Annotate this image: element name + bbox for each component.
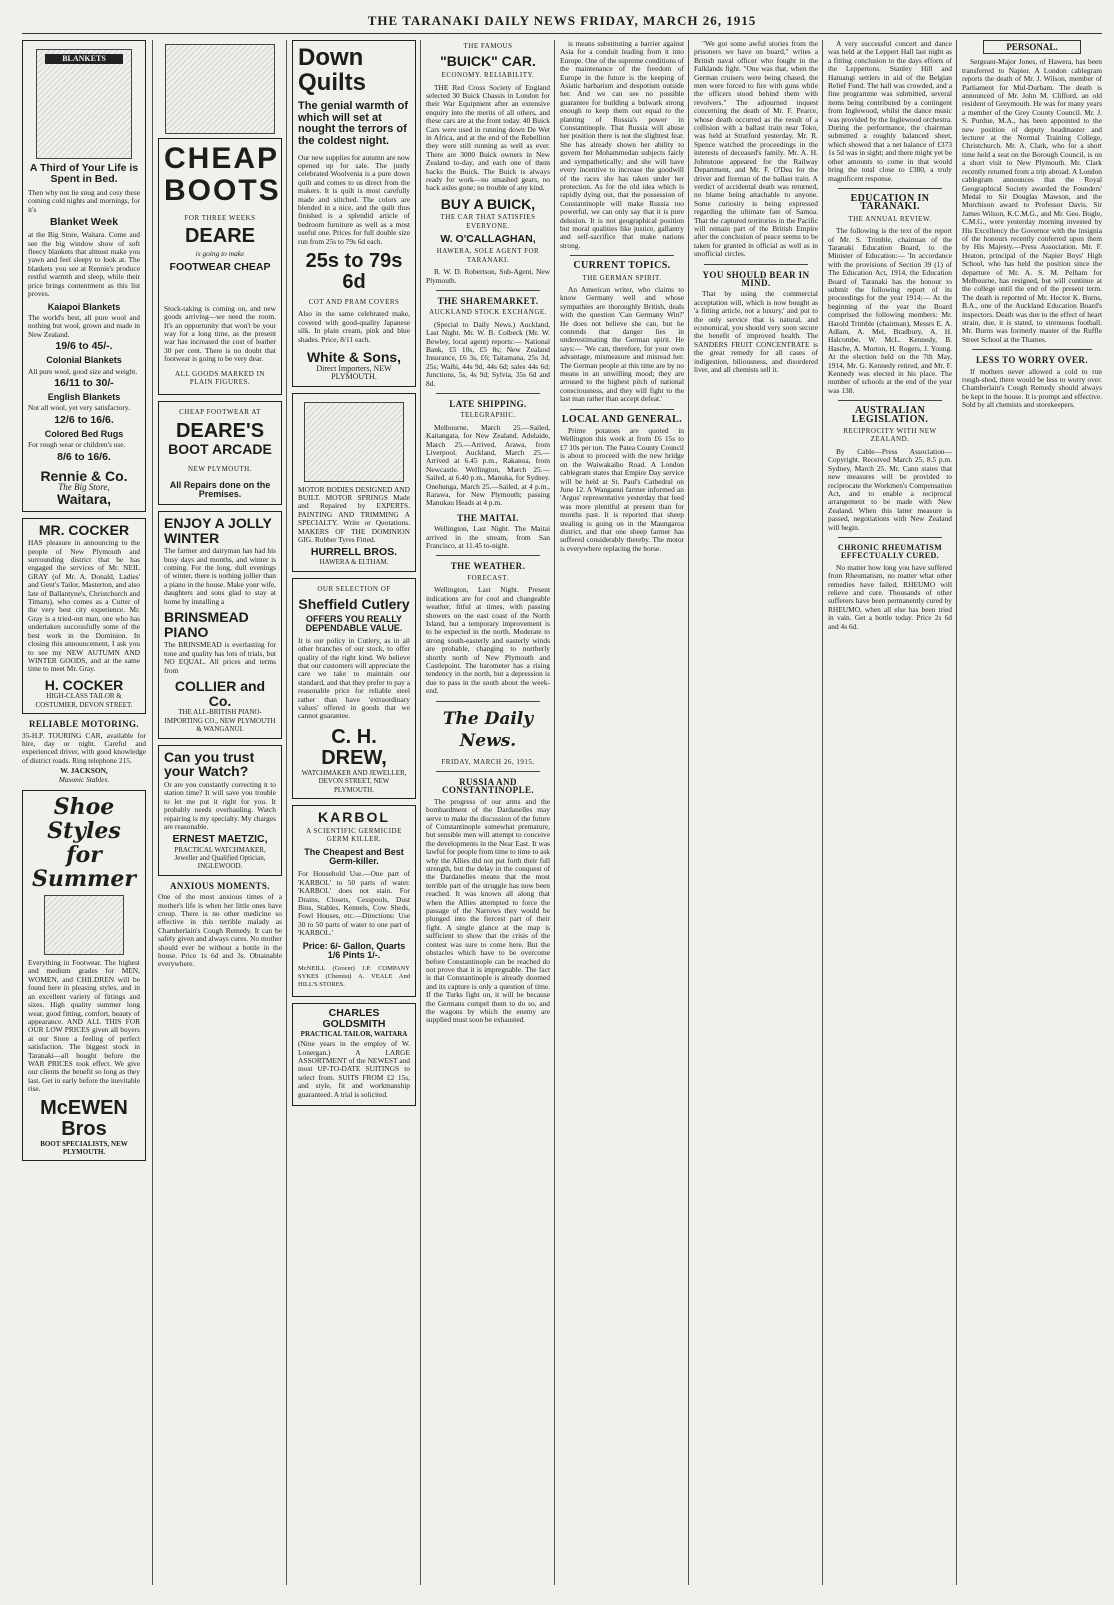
blanket-illustration [36,49,132,159]
weather-sub: FORECAST. [467,573,509,582]
cocker-name: H. COCKER [44,676,124,693]
enjoy-headline: ENJOY A JOLLY WINTER [164,514,272,546]
personal-headline: PERSONAL. [983,40,1081,54]
stock-body: Stock-taking is coming on, and new goods arriving—we need the room. It's an opportunity that won't be your way for a long time, as the present war has increased the cost of leather 30 per cent. There is no doubt that footwear is going to be very dear. [164,303,276,364]
karbol-ad [292,805,416,997]
column-1 [22,40,146,1585]
rennie-name: Rennie & Co. [40,467,128,484]
arcade-town: NEW PLYMOUTH. [187,464,252,473]
blanket-intro: Then why not lie snug and cosy these coming cold nights and mornings, for it's [28,188,140,214]
white-sub: Direct Importers, NEW PLYMOUTH. [316,363,392,382]
education-headline: EDUCATION IN TARANAKI. [850,192,930,213]
goldsmith-name: CHARLES GOLDSMITH [322,1006,386,1030]
weather-headline: THE WEATHER. [450,561,526,572]
column-8 [962,40,1102,1585]
column-5 [560,40,684,1585]
legislation-headline: AUSTRALIAN LEGISLATION. [851,405,929,425]
column-7 [828,40,952,1585]
column-rule [554,40,555,1585]
colored-price: 8/6 to 16/6. [57,450,111,463]
goldsmith-sub: PRACTICAL TAILOR, WAITARA [300,1029,408,1038]
column-6-top: "We got some awful stories from the prisoners we have on board," writes a British naval officer who fought in the Falklands fight. "One was that, when the German cruisers were being chased, the men were forced to fire with guns while the officers stood behind them with revolvers." The adjourned inquest concerning the death of Mr. F. Pearce, whose death occurred as the result of a collision with a ballast train near Toko, was held at Stratford yesterday. Mr. R. Spence watched the proceedings in the interests of deceased's family. Mr. A. H. Johnstone appeared for the Railway Department, and Mr. F. O'Dea for the driver and fireman of the ballast train. A verdict of accidental death was returned, no blame being attachable to anyone. Some curiosity is being expressed regarding the ultimate fate of Samoa. That the captured territories in the Pacific will remain part of the British Empire after the conclusion of peace seems to be taken for granted in official as well as in unofficial circles. [694,40,818,259]
shoe-body: Everything in Footwear. The highest and medium grades for MEN, WOMEN, and CHILDREN will be found here in pleasing styles, and in an excellent variety of fittings and sizes. High quality summer long wear, good fitting, comfort, beauty of appearance. AND ALL THIS FOR OUR LOW PRICES given all buyers at our Store a feeling of perfect satisfaction. The biggest stock in Taranaki—all bought before the WAR PRICES took effect. We give our clients the benefit so long as they last. Get in early before the inevitable rise. [28,958,140,1094]
sharemarket-headline: THE SHAREMARKET. [437,295,539,306]
current-topics-headline: CURRENT TOPICS. [573,260,671,272]
goldsmith-ad [292,1003,416,1106]
watch-body: Or are you constantly correcting it to station time? It will save you trouble to let me put it right for you. It probably needs overhauling. Watch repairing is my specialty. My charges are reasonable. [164,780,276,832]
quilt-illustration [165,44,275,134]
local-general-body: Prime potatoes are quoted in Wellington this week at from £6 15s to £7 10s per ton. The Patea County Council is about to proceed with the new bridge on the Waiwakaiho Road. A London cablegram states that Empire Day service will be held at St. Paul's Cathedral on June 12. A Wanganui farmer informed an 'Argus' representative yesterday that feed was more plentiful at present than for months past. It is reported that sheep stealing is going on in the Maungaroa district, and that one sheep farmer has suffered considerably thereby. The motor is everywhere replacing the horse. [560,426,684,553]
cocker-address: HIGH-CLASS TAILOR & COSTUMIER, DEVON STREET. [35,692,133,709]
colored-title: Colored Bed Rugs [44,428,124,439]
deare-name: DEARE [184,225,255,248]
buick-tagline: THE CAR THAT SATISFIES EVERYONE. [440,213,536,230]
enjoy-body: The farmer and dairyman has had his busy days and months, and winter is coming. For the long, dull evenings of winter, there is nothing jollier than a piano in the house. Make your wife, daughters and sons glad to stay at home by installing a [164,546,276,606]
motor-car-illustration [304,402,404,482]
newspaper-page [22,10,1102,1595]
repairs-note: All Repairs done on the Premises. [169,479,271,500]
cocker-headline: MR. COCKER [38,521,130,538]
plain-figures: ALL GOODS MARKED IN PLAIN FIGURES. [175,369,265,387]
colonial-title: Colonial Blankets [46,355,122,366]
column-2 [158,40,282,1585]
cocker-ad [22,518,146,715]
quilt-price: 25s to 79s 6d [305,250,403,294]
current-topics-sub: THE GERMAN SPIRIT. [582,273,662,282]
buick-body: THE Red Cross Society of England selected 30 Buick Chassis in London for their War Equipment after an extensive enquiry into the merits of all others, and these cars are at the front today. 40 Buick Cars were used in running down De Wet in Africa, and at the end of the Rebellion they were still running as well as ever. There are 3000 Buick owners in New Zealand to-day, and each one of them backs the Buick. The Buick is always ready for work—no smashed gears, no back axles gone; no trouble of any kind. [426,82,550,193]
column-rule [420,40,421,1585]
buick-pre: THE FAMOUS [463,42,513,50]
ocallaghan-sub: HAWERA, SOLE AGENT FOR TARANAKI. [436,247,540,264]
collier-sub: THE ALL-BRITISH PIANO-IMPORTING CO., NEW PLYMOUTH & WANGANUI. [164,708,276,734]
cheap-footwear-at: CHEAP FOOTWEAR AT [179,408,261,417]
weather-body: Wellington, Last Night. Present indications are for cool and changeable weather, fitful at times, with passing showers on the east coast of the North Island, but a temporary improvement is to be expected in the north. Moderate to strong south-easterly and easterly winds are probable, changing to northerly shortly north of New Plymouth and Castlepoint. The barometer has a rising tendency in the north, but a depression is due to pass in the south about the week-end. [426,585,550,696]
rennie-blanket-ad [22,40,146,512]
blanket-headline: A Third of Your Life is Spent in Bed. [29,162,139,186]
column-4 [426,40,550,1585]
quilt-label: Down Quilts [298,44,367,97]
legislation-body: By Cable—Press Association—Copyright. Received March 25, 8.5 p.m. Sydney, March 25. Mr. Cann states that new measures will be provided to reciprocate the Workmen's Compensation Act, and to enable a reciprocal arrangement to be made with New Zealand. When this latter measure is passed, negotiations with New Zealand will begin. [828,446,952,532]
karbol-title: KARBOL [318,809,390,826]
sheffield-ad [292,578,416,799]
karbol-agents: McNEILL (Grocer) J.P. COMPANY SYKES (Chemist) A. VEALE And HILL'S STORES. [298,964,410,989]
sharemarket-body: (Special to Daily News.) Auckland, Last Night. Mr. W. B. Colbeck (Mr. W. Bewley, local agent) reports:— National Bank, £5 10s, £5 8s; New Zealand Insurance, £6 3s, £6; Taitamana, 25s 3d, 25s; Waihi, 44s 9d, 44s 6d; sales 44s 6d; Junctions, 5s, 4s 9d; Sylvia, 35s 6d and 8d. [426,319,550,388]
hurrell-ad [292,393,416,572]
maitai-body: Wellington, Last Night. The Maitai arrived in the stream, from San Francisco, at 11.45 to-night. [426,524,550,551]
rennie-sub: The Big Store, [58,482,110,493]
column-rule [822,40,823,1585]
ocallaghan-name: W. O'CALLAGHAN, [440,233,536,246]
english-desc: Not all wool, yet very satisfactory. [28,403,130,413]
karbol-price: Price: 6/- Gallon, Quarts 1/6 Pints 1/-. [302,940,406,961]
kaiapoi-desc: The world's best, all pure wool and nothing but wool, grown and made in New Zealand. [28,312,140,339]
motoring-title: RELIABLE MOTORING. [28,719,140,730]
column-rule [688,40,689,1585]
anxious-title: ANXIOUS MOMENTS. [170,880,270,891]
boots-title: BOOTS [164,173,281,207]
sheffield-pre: OUR SELECTION OF [317,584,391,593]
karbol-best: The Cheapest and Best Germ-killer. [304,846,404,867]
colonial-price: 16/11 to 30/- [54,377,114,390]
sheffield-title: Sheffield Cutlery [298,596,410,613]
cocker-body: HAS pleasure in announcing to the people of New Plymouth and surrounding district that he has engaged the services of Mr. NEIL GRAY (of Mr. A. Donald, Ladies' and Gent's Tailor, Masterton, and also late of Ballantyne's, Christchurch and Timaru), who comes as a Cutter of the very best city experience. Mr. Gray is a tried-out man, one who has undertaken successfully some of the best work in the Dominion. In closing this announcement, I ask you to see my NEW AUTUMN AND WINTER GOODS, and at the same time to meet Mr. Gray. [28,538,140,674]
bear-in-mind-body: That by using the commercial acceptation will, which is now bought as 'a fitting article, not a luxury,' and put to the only service that is natural, and economical, you should very soon secure the benefit of improved health. The SANDERS FRUIT CONCENTRATE is the great remedy for all cases of indigestion, biliousness, and disordered liver, and all chemists sell it. [694,289,818,375]
russia-headline: RUSSIA AND CONSTANTINOPLE. [441,776,535,796]
local-general-headline: LOCAL AND GENERAL. [561,413,683,425]
column-rule [152,40,153,1585]
brinsmead-title: BRINSMEAD PIANO [164,609,249,640]
deares-name: DEARE'S [175,419,265,442]
white-name: White & Sons, [306,349,402,366]
shipping-headline: LATE SHIPPING. [449,398,527,409]
blanket-body: at the Big Store, Waitara. Come and see the big window show of soft fleecy blankets that almost make you yawn and feel sleepy to look at. The blankets you see at Rennie's produce restful warmth and sleep, while their price brings contentment as this list proves. [28,230,140,299]
goldsmith-body: (Nine years in the employ of W. Lonergan.) A LARGE ASSORTMENT of the NEWEST and most UP-TO-DATE SUITINGS to select from. SUITS FROM £2 15s, and style, fit and workmanship guaranteed. A trial is solicited. [298,1039,410,1099]
bear-in-mind-headline: YOU SHOULD BEAR IN MIND. [702,269,810,288]
column-rule [956,40,957,1585]
english-price: 12/6 to 16/6. [54,413,114,426]
column-3 [292,40,416,1585]
drew-name: C. H. DREW, [321,725,387,769]
russia-body: The progress of our arms and the bombardment of the Dardanelles may serve to make the discussion of the future of Constantinople somewhat premature, but sensible men will attempt to conceive the developments in the Near East. It was lawful for people from time to time to ask why the Allies did not put forth their full strength, but the delay in the conquest of the Dardanelles means that the most terrible part of the struggle has now been reached. It was known all along that when the Allies attempted to force the passage of the Narrows they would be plunged into the fiercest part of their fight. A single glance at the map is sufficient to show that the crisis of the contest was sure to come here. But the obstacles which have to be overcome before Constantinople can be reached do not prove that it is impregnable. The fact is that Constantinople is already doomed and its capture is only a question of time. If the Turks fight on, it will be because the Germans compel them to do so, and the wagons by which the enemy are supplied must soon be exhausted. [426,796,550,1025]
drew-sub: WATCHMAKER AND JEWELLER, DEVON STREET, NEW PLYMOUTH. [301,768,407,794]
deare-arcade-ad [158,401,282,504]
kaiapoi-price: 19/6 to 45/-. [55,340,113,353]
jackson-address: Masonic Stables. [58,774,110,784]
buick-sub: ECONOMY. RELIABILITY. [441,71,535,80]
karbol-body: For Household Use.—One part of 'KARBOL' to 50 parts of water. 'KARBOL' does not stain. For Drains, Closets, Cesspools, Dust Bins, Stables, Kennels, Cow Sheds, Fowl Houses, etc.—Directions: Use 30 to 50 parts of water to one part of 'KARBOL.' [298,869,410,938]
daily-news-banner: The Daily News. [442,708,534,751]
column-rule [286,40,287,1585]
boot-arcade: BOOT ARCADE [168,440,272,457]
legislation-sub: RECIPROCITY WITH NEW ZEALAND. [843,427,937,444]
colored-desc: For rough wear or children's use. [28,440,126,450]
deare-boots-ad [158,138,282,395]
quilt-headline: The genial warmth of which will set at nought the terrors of the coldest night. [298,100,409,148]
footwear-cheap: FOOTWEAR CHEAP [169,260,271,273]
shoe-headline: Shoe Styles for Summer [31,794,137,893]
motor-body: MOTOR BODIES DESIGNED AND BUILT. MOTOR SPRINGS Made and Repaired by EXPERTS. PAINTING AND TRIMMING A SPECIALTY. Write or Quotations. MAKERS OF THE DOMINION GIG. Rubber Tyres Fitted. [298,484,410,544]
maitai-headline: THE MAITAI. [457,512,519,523]
rheumatism-body: No matter how long you have suffered from Rheumatism, no matter what other remedies have failed, RHEUMO will relieve and cure. Thousands of other sufferers have been permanently cured by RHEUMO, when all else has been tried in vain. Get a bottle today. Price 2s 6d and 4s 6d. [828,562,952,631]
three-weeks: FOR THREE WEEKS [184,214,256,222]
shipping-body: Melbourne, March 25.—Sailed, Kaitangata, for New Zealand. Adelaide, March 25.—Arrived, Arawa, from Liverpool. Auckland, March 25.—Arrived at 6.45 p.m., Rakanoa, from Newcastle. Wellington, March 25.—Sailed, at 6.40 p.m., Manuka, for Sydney. Onehunga, March 25.—Sailed, at 4 p.m., Rarawa, for New Plymouth; passing Manukau Heads at 4 p.m. [426,422,550,508]
motoring-ad [22,720,146,784]
anxious-body: One of the most anxious times of a mother's life is when her little ones have croup. There is no other medicine so effective in this terrible malady as Chamberlain's Cough Remedy. It can be safely given and always cures. No mother should ever be without a bottle in the house. Price 1s 6d and 3s. Obtainable everywhere. [158,892,282,969]
masthead: THE TARANAKI DAILY NEWS FRIDAY, MARCH 26, 1915 [22,10,1102,34]
personal-body: Sergeant-Major Jones, of Hawera, has been transferred to Napier. A London cablegram reports the death of Mr. J. Wilson, member of Parliament for Mid-Durham. The death is announced of Mr. John M. Clifford, an old resident of Greymouth. He was for many years a member of the Grey County Council. Mr. J. S. Purdue, M.A., has been appointed to the new position of deputy headmaster and lecturer at the Normal Training College, Christchurch. Mr. A. Clark, who for a short time held a seat on the Borough Council, is on a short visit to New Plymouth. Mr. Clark recently returned from a trip abroad. A London cablegram announces that the Royal Geographical Society awarded the Founders' Medal to Sir Douglas Mawson, and the Murchison award to Professor Davis. Sir James Wilson, K.C.M.G., and Mr. Geo. Bogle, C.M.G., were yesterday morning invested by His Excellency the Governor with the insignia of the honours recently conferred upon them by His Majesty.—Press Association. Mr. F. Heaton, principal of the Napier Boys' High School, who has held the position since the departure of Mr. A. S. M. Pelham for Melbourne, has resigned, but will continue at the college until the end of the present term. The death is reported of Mr. Hector K. Burns, B.A., one of the Auckland Education Board's inspectors. Death was due to the effect of heart strain, due, it is stated, to strenuous football. Mr. Burns was formerly master of the Ruffle Street School at the Thames. [962,57,1102,344]
worry-headline: LESS TO WORRY OVER. [976,355,1088,366]
buick-headline: "BUICK" CAR. [440,53,536,70]
going-to-make: is going to make [195,249,245,259]
motoring-body: 35-H.P. TOURING CAR, available for hire, day or night. Careful and experienced driver, with good knowledge of district roads. Ring telephone 215. [22,730,146,765]
collier-name: COLLIER and Co. [174,678,266,709]
column-7-top: A very successful concert and dance was held at the Leppert Hall last night as a fitting conclusion to the days efforts of the Leppertons. Stanley Hill and Hatuangi settlers in aid of the Belgian Relief Fund. The hall was crowded, and a fine programme was submitted, several items being contributed by a contingent from Inglewood, whilst the dance music was provided by the Inglewood orchestra. During the performance, the chairman submitted a roughly balanced sheet, which showed that a net balance of £373 1s 5d was in sight; and there might yet be other amounts to come in that would bring the total close to £380, a truly magnificent response. [828,40,952,183]
karbol-sub: A SCIENTIFIC GERMICIDE GERM KILLER. [306,826,402,844]
maetzic-name: ERNEST MAETZIC, [172,833,268,846]
hurrell-sub: HAWERA & ELTHAM. [319,558,389,567]
hurrell-name: HURRELL BROS. [310,546,398,559]
daily-news-date: FRIDAY, MARCH 26, 1915. [441,757,535,766]
education-body: The following is the text of the report of Mr. S. Trimble, chairman of the Taranaki Education Board, to the Minister of Education:— 'In accordance with the provisions of Section 39 (1) of The Education Act, 1914, the Education Board of Taranaki has the honour to submit the following report of its proceedings for the year 1914:— At the beginning of the year the Board comprised the following members: Mr. Harold Trimble (chairman), Messrs E. A. Adlam, A. Mel, Bradbury, A. H. Halcombe, W. McL. Kennedy, B. Hasche, A. Morton, H. Rogers, J. Young. At the election held on the 7th May, 1914, Mr. G. Kennedy retired, and Mr. F. Kennedy was elected in his place. The number of schools at the end of the year was 138. [828,226,952,395]
column-6 [694,40,818,1585]
subagent: R. W. D. Robertson, Sub-Agent, New Plymouth. [426,267,550,285]
blanket-week: Blanket Week [49,216,119,229]
anxious-moments-ad [158,882,282,969]
sheffield-sub: OFFERS YOU REALLY DEPENDABLE VALUE. [305,613,403,634]
piano-ad [158,511,282,739]
mcewen-name: McEWEN Bros [40,1096,128,1140]
buy-buick: BUY A BUICK, [440,195,536,212]
rennie-town: Waitara, [57,490,111,507]
brinsmead-body: The BRINSMEAD is everlasting for tone and quality has lots of trials, but NO EQUAL. All prices and terms from [164,640,276,675]
cot-body: Also in the same celebrated make, covered with good-quality Japanese silk. In plain cream, pink and blue shades. Price, 8/11 each. [298,309,410,344]
current-topics-body: An American writer, who claims to know Germany well and whose sympathies are thoroughly British, deals with the question 'Can Germany Win?' He does not believe she can, but he contends that danger lies in underestimating the German spirit. He says:— 'We can, therefore, for your own advantage, mismeasure and misread her. The German people at this time are by no means in an unwilling mood; they are aroused to the highest pitch of national consciousness, and they will fight to the last man rather than accept defeat.' [560,284,684,404]
blanket-label: BLANKETS [45,54,123,64]
english-title: English Blankets [47,392,121,403]
worry-body: If mothers never allowed a cold to run rough-shod, there would be less to worry over. Chamberlain's Cough Remedy should always be kept in the house. It is prompt and effective. Sold by all chemists and storekeepers. [962,366,1102,410]
maetzic-watch-ad [158,745,282,876]
cot-headline: COT AND PRAM COVERS [308,298,400,307]
shoe-illustration [44,895,124,955]
sharemarket-sub: AUCKLAND STOCK EXCHANGE. [429,308,547,317]
white-quilts-ad [292,40,416,387]
mcewen-shoe-ad [22,790,146,1161]
rheumatism-headline: CHRONIC RHEUMATISM EFFECTUALLY CURED. [837,542,943,561]
kaiapoi-title: Kaiapoi Blankets [47,301,121,312]
sheffield-body: It is our policy in Cutlery, as in all other branches of our stock, to offer quality of the right kind. We believe that our customers will appreciate the care we take to maintain our standard, and that they prefer to pay a reasonable price for reliable steel rather than have 'extraordinary values' offered in goods that we cannot guarantee. [298,635,410,721]
colonial-desc: All pure wool, good size and weight. [28,366,138,376]
jackson-name: W. JACKSON, [60,766,108,776]
education-sub: THE ANNUAL REVIEW. [848,214,932,223]
maetzic-sub: PRACTICAL WATCHMAKER, Jeweller and Qualified Optician, INGLEWOOD. [174,845,266,871]
shipping-sub: TELEGRAPHIC. [460,411,516,420]
watch-headline: Can you trust your Watch? [164,748,255,780]
cheap-title: CHEAP [164,142,280,175]
russia-continued: is means substituting a barrier against Asia for a conduit leading from it into Europe. One of the supreme conditions of the maintenance of the freedom of Europe in the future is the keeping of Asiatic barbarism and despotism outside her. And we can see no possible guarantee for building a bulwark strong enough to keep them out equal to the planting of Russia's power in Constantinople. That Russia will abuse her position there is not the slightest fear. She has already shown her ability to govern her Mohammedan subjects fairly and sympathetically; and she will have every incentive to increase the goodwill of the races she has taken under her protection. As for the old idea which is rapidly dying out, that the possession of Constantinople will make Russia too powerful, we can only say that it is pure delusion. It is not geographical position but moral qualities like justice, gallantry and self-sacrifice that make nations strong. [560,40,684,250]
mcewen-sub: BOOT SPECIALISTS, NEW PLYMOUTH. [40,1139,128,1156]
quilt-body: Our new supplies for autumn are now opened up for sale. The justly celebrated Woolvenia is a pure down quilt and comes to us direct from the makers. It is quilt is most carefully made and stitched. The colors are blended in a nice, and the quilt thus finished is a splendid article of bedroom furniture as well as a most useful one. Prices for full double size run from 25s to 79s 6d each. [298,152,410,246]
